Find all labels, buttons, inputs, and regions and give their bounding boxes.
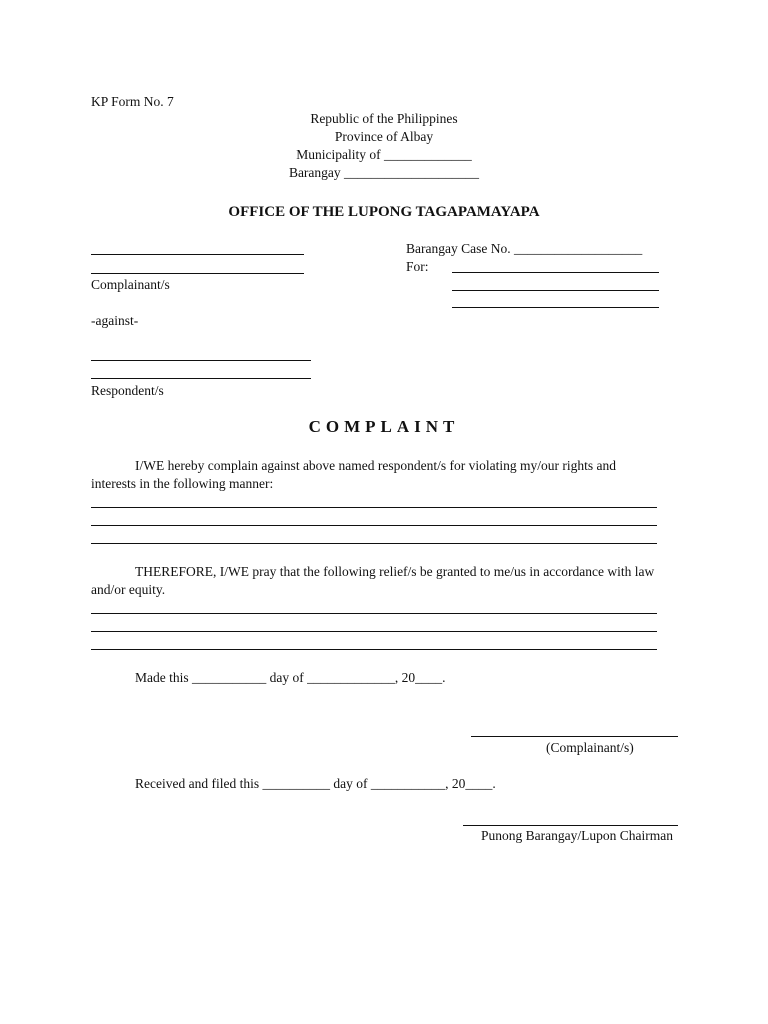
against-label: -against-: [91, 313, 139, 328]
complainant-signature-line[interactable]: [471, 736, 678, 737]
case-for-line-2[interactable]: [452, 290, 659, 291]
header-province: Province of Albay: [334, 129, 434, 144]
header-republic: Republic of the Philippines: [310, 111, 458, 126]
made-date-line: Made this ___________ day of _____________, 20____.: [135, 670, 446, 685]
complainant-name-line-2[interactable]: [91, 273, 304, 274]
complainant-name-line-1[interactable]: [91, 254, 304, 255]
complaint-detail-line-2[interactable]: [91, 525, 657, 526]
chairman-signature-label: Punong Barangay/Lupon Chairman: [481, 828, 673, 843]
case-for-line-1[interactable]: [452, 272, 659, 273]
respondent-name-line-1[interactable]: [91, 360, 311, 361]
respondent-label: Respondent/s: [91, 383, 164, 398]
complaint-paragraph-text: I/WE hereby complain against above named respondent/s for violating my/our rights and interests in the following manner:: [91, 458, 616, 491]
respondent-name-line-2[interactable]: [91, 378, 311, 379]
form-number: KP Form No. 7: [91, 94, 174, 109]
header-barangay: Barangay ____________________: [288, 165, 480, 180]
complaint-title: COMPLAINT: [308, 417, 460, 436]
complaint-paragraph: [91, 457, 661, 493]
relief-detail-line-1[interactable]: [91, 613, 657, 614]
complaint-detail-line-3[interactable]: [91, 543, 657, 544]
chairman-signature-line[interactable]: [463, 825, 678, 826]
complainant-label: Complainant/s: [91, 277, 170, 292]
header-municipality: Municipality of _____________: [296, 147, 472, 162]
relief-paragraph: [91, 563, 661, 599]
relief-paragraph-text: THEREFORE, I/WE pray that the following relief/s be granted to me/us in accordance with law and/or equity.: [91, 564, 655, 597]
relief-detail-line-3[interactable]: [91, 649, 657, 650]
case-for-line-3[interactable]: [452, 307, 659, 308]
complaint-detail-line-1[interactable]: [91, 507, 657, 508]
complainant-signature-label: (Complainant/s): [546, 740, 634, 755]
case-for-label: For:: [406, 259, 429, 274]
case-number-label: Barangay Case No. ___________________: [406, 241, 643, 256]
received-date-line: Received and filed this __________ day of ___________, 20____.: [135, 776, 496, 791]
office-title: OFFICE OF THE LUPONG TAGAPAMAYAPA: [228, 204, 540, 220]
relief-detail-line-2[interactable]: [91, 631, 657, 632]
